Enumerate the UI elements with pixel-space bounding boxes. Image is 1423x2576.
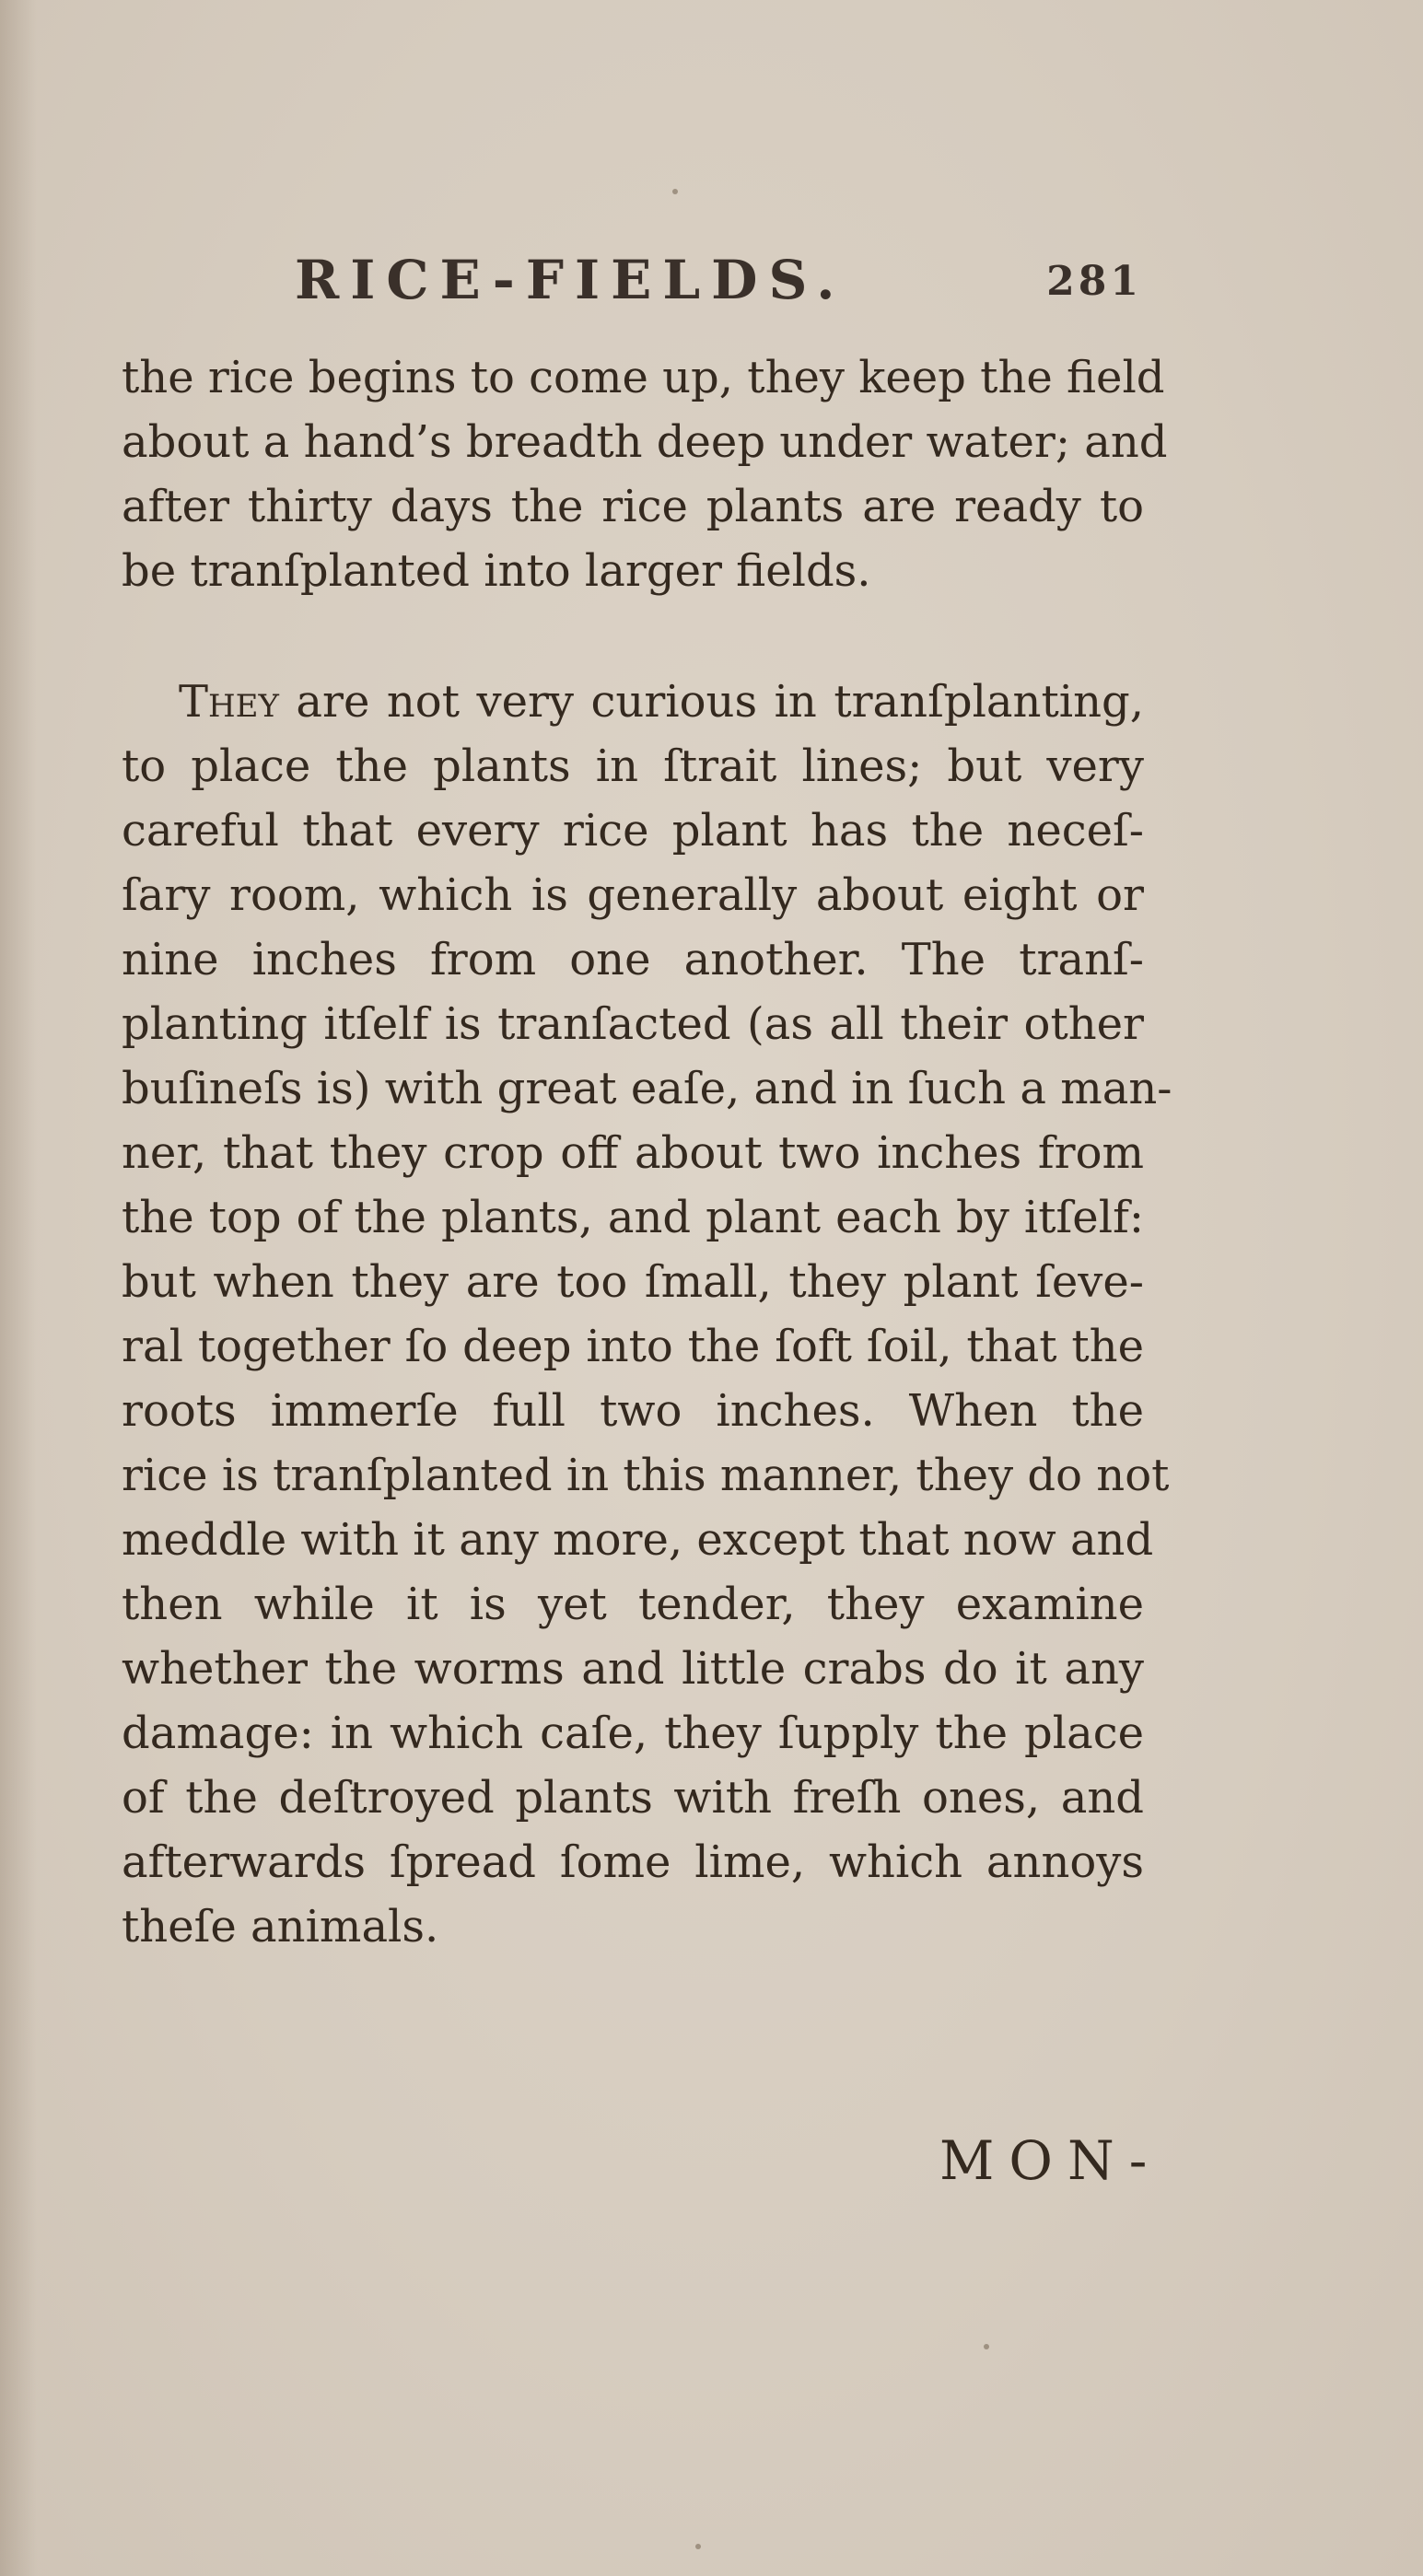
text-line: buſineſs is) with great eaſe, and in ſuch a man- [122, 1063, 1172, 1114]
body-text [122, 345, 1172, 1959]
text-line: afterwards ſpread ſome lime, which annoys [122, 1836, 1144, 1888]
lead-word: They [179, 676, 279, 728]
text-line: but when they are too ſmall, they plant ſeve- [122, 1256, 1144, 1308]
paragraph-1 [122, 345, 1168, 603]
running-title: RICE-FIELDS. [295, 249, 846, 311]
text-line: ſary room, which is generally about eight or [122, 869, 1144, 921]
catchword: MON- [939, 2129, 1162, 2192]
text-line: the top of the plants, and plant each by itſelf: [122, 1192, 1144, 1243]
text-line: after thirty days the rice plants are ready to [122, 481, 1144, 532]
paragraph-gap [122, 603, 1144, 670]
paper-speck [672, 189, 678, 194]
text-line-rest: are not very curious in tranſplanting, [278, 676, 1144, 728]
text-line: planting itſelf is tranſacted (as all their other [122, 998, 1144, 1050]
paper-speck [984, 2344, 989, 2349]
text-line: about a hand’s breadth deep under water; and [122, 416, 1168, 468]
paper-speck [695, 2544, 701, 2549]
text-line: of the deſtroyed plants with freſh ones, and [122, 1772, 1144, 1824]
running-head [295, 249, 1142, 322]
gutter-shadow [0, 0, 37, 2576]
text-line: the rice begins to come up, they keep the field [122, 352, 1165, 403]
text-line: whether the worms and little crabs do it any [122, 1643, 1144, 1695]
text-line-first [122, 670, 1144, 734]
text-line: nine inches from one another. The tranſ- [122, 934, 1144, 985]
text-line: ner, that they crop off about two inches from [122, 1127, 1144, 1179]
text-line: rice is tranſplanted in this manner, they do not [122, 1450, 1170, 1501]
text-line: damage: in which caſe, they ſupply the place [122, 1708, 1144, 1759]
text-line: to place the plants in ſtrait lines; but very [122, 740, 1144, 792]
text-line: careful that every rice plant has the neceſ- [122, 805, 1144, 857]
paragraph-2 [122, 670, 1172, 1959]
text-line: ral together ſo deep into the ſoft ſoil, that the [122, 1321, 1144, 1372]
page-number: 281 [1046, 258, 1142, 305]
text-line: meddle with it any more, except that now and [122, 1514, 1154, 1566]
text-line: then while it is yet tender, they examine [122, 1579, 1144, 1630]
text-line: be tranſplanted into larger fields. [122, 545, 871, 597]
text-line: theſe animals. [122, 1901, 439, 1952]
text-line: roots immerſe full two inches. When the [122, 1385, 1144, 1437]
